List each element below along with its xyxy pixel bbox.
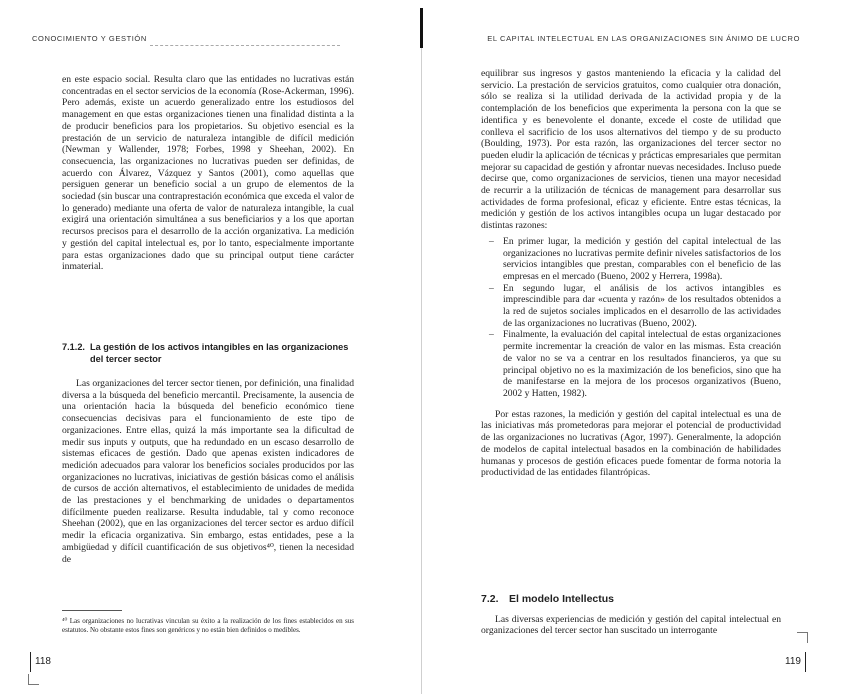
left-paragraph-top: en este espacio social. Resulta claro que las entidades no lucrativas están concentradas en el sector servicios de la economía (Rose-Ackerman, 1996). Pero además, existe un acuerdo generalizado entre los estudiosos del management en que estas organizaciones tienen una finalidad distinta a la de producir beneficios para los propietarios. Su objetivo esencial es la prestación de un servicio de naturaleza intangible de difícil medición (Newman y Wallender, 1978; Forbes, 1998 y Sheehan, 2002). En consecuencia, las organizaciones no lucrativas pueden ser definidas, de acuerdo con Álvarez, Vázquez y Santos (2001), como aquellas que persiguen generar un beneficio social a un grupo de elementos de la sociedad (sin buscar una contraprestación económica que exceda el valor de lo generado) mediante una oferta de valor de naturaleza intangible, la cual exigirá una orientación simultánea a sus beneficiarios y a los que aportan recursos precisos para el desarrollo de la acción organizativa. La medición y gestión del capital intelectual es, por lo tanto, especialmente importante para estas organizaciones dado que su principal output tiene carácter inmaterial. — [62, 74, 354, 273]
left-section-heading — [62, 342, 354, 365]
right-paragraph-last: Las diversas experiencias de medición y gestión del capital intelectual en organizaciones del tercer sector han suscitado un interrogante — [481, 613, 781, 637]
section-title-line1: La gestión de los activos intangibles en las organizaciones — [90, 342, 349, 352]
list-item: – En segundo lugar, el análisis de los activos intangibles es imprescindible para dar «cuenta y razón» de los resultados obtenidos a la red de sujetos sociales implicados en el desarrollo de las actividades de las organizaciones no lucrativas (Bueno, 2002). — [503, 283, 781, 330]
section-number: 7.2. — [481, 593, 499, 605]
left-paragraph-second: Las organizaciones del tercer sector tienen, por definición, una finalidad diversa a la búsqueda del beneficio mercantil. Precisamente, la ausencia de una orientación hacia la búsqueda del beneficio económico tiene consecuencias decisivas para el funcionamiento de este tipo de organizaciones. Entre ellas, quizá la más importante sea la dificultad de medir sus inputs y outputs, que ha redundado en un escaso desarrollo de sistemas eficaces de gestión. Dado que apenas existen indicadores de medición adecuados para valorar los beneficios sociales producidos por las organizaciones no lucrativas, iniciativas de gestión básicas como el análisis de cursos de acción alternativos, el establecimiento de unidades de medida de las prestaciones y el benchmarking de unidades o departamentos difícilmente pueden realizarse. Resulta indudable, tal y como reconoce Sheehan (2002), que en las organizaciones del tercer sector es arduo difícil medir la eficacia organizativa. Sin embargo, estas entidades, pese a la ambigüedad y difícil cuantificación de sus objetivos⁴⁰, tienen la necesidad de — [62, 378, 354, 565]
right-page — [423, 0, 848, 694]
right-page-number: 119 — [781, 652, 806, 672]
left-body-text — [62, 74, 354, 273]
right-running-head: EL CAPITAL INTELECTUAL EN LAS ORGANIZACIONES SIN ÁNIMO DE LUCRO — [487, 34, 800, 43]
right-crop-mark — [797, 632, 808, 643]
footnote-rule — [62, 610, 122, 611]
left-crop-mark — [28, 674, 39, 685]
left-head-rule — [150, 45, 340, 46]
right-paragraph-top: equilibrar sus ingresos y gastos manteniendo la eficacia y la calidad del servicio. La prestación de servicios gratuitos, como cualquier otra donación, sólo se realiza si la utilidad derivada de la actividad propia y de la contemplación de los beneficios que experimenta la persona con la que se identifica y es benevolente el donante, excede el coste de utilidad que conlleva el sacrificio de los usos alternativos del tiempo y de su producto (Boulding, 1973). Por esta razón, las organizaciones del tercer sector no pueden eludir la aplicación de técnicas y prácticas empresariales que permitan mejorar su capacidad de gestión y afrontar nuevas necesidades. Incluso puede decirse que, como organizaciones de servicios, tienen una mayor necesidad de recurrir a la utilización de técnicas de management para desarrollar sus actividades de forma profesional, eficaz y eficiente. Entre estas técnicas, la medición y gestión de los activos intangibles ocupa un lugar destacado por distintas razones: — [481, 68, 781, 232]
left-body-text-2 — [62, 378, 354, 565]
list-item: – Finalmente, la evaluación del capital intelectual de estas organizaciones permite incrementar la creación de valor en las mismas. Esta creación de valor no se va a centrar en los resultados financieros, ya que su principal objetivo no es la maximización de los beneficios, sino que ha de manifestarse en la mejora de los procesos organizativos (Bueno, 2002 y Hatten, 1982). — [503, 329, 781, 399]
left-page — [0, 0, 420, 694]
right-paragraph-after-list: Por estas razones, la medición y gestión del capital intelectual es una de las iniciativas más prometedoras para mejorar el potencial de productividad de las organizaciones no lucrativas (Agor, 1997). Generalmente, la adopción de modelos de capital intelectual basados en la combinación de habilidades humanas y procesos de gestión eficaces puede fomentar de forma notoria la productividad de las entidades filantrópicas. — [481, 408, 781, 479]
list-item: – En primer lugar, la medición y gestión del capital intelectual de las organizaciones no lucrativas permite definir niveles satisfactorios de los servicios intangibles que prestan, comparables con el beneficio de las empresas en el mercado (Bueno, 2002 y Herrera, 1998a). — [503, 236, 781, 283]
right-body-text — [481, 68, 781, 479]
section-number: 7.1.2. — [62, 342, 85, 352]
left-page-number: 118 — [30, 652, 55, 672]
reasons-list — [481, 236, 781, 400]
section-title: El modelo Intellectus — [509, 593, 615, 605]
footnote-40: ⁴⁰ Las organizaciones no lucrativas vinculan su éxito a la realización de los fines establecidos en sus estatutos. No obstante estos fines son genéricos y no están bien definidos o medibles. — [62, 617, 354, 634]
section-heading-7-2 — [481, 594, 781, 606]
page-gutter — [421, 48, 422, 694]
section-title-line2: del tercer sector — [90, 353, 162, 364]
left-running-head: CONOCIMIENTO Y GESTIÓN — [32, 34, 147, 43]
section-heading-7-1-2 — [62, 342, 354, 365]
right-section — [481, 594, 781, 637]
